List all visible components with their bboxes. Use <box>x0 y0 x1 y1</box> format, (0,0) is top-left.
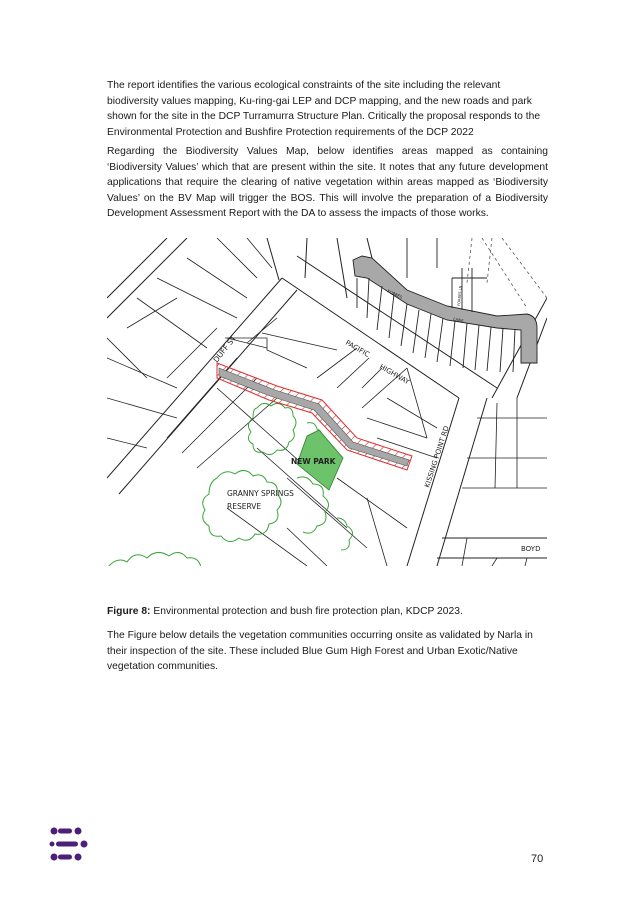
vegetation-paragraph: The Figure below details the vegetation communities occurring onsite as validated by Narla in their inspection of the site. These included Blue Gum High Forest and Urban Exotic/Native vegetation communities. <box>107 630 533 673</box>
site-plan-map <box>107 238 547 566</box>
kissing-point-label: KISSING POINT RD <box>423 425 451 489</box>
biodiversity-paragraph: Regarding the Biodiversity Values Map, below identifies areas mapped as containing ‘Biodiversity Values’ which that are present within the site. It notes that any future development applications that require the clearing of native vegetation within areas mapped as ‘Biodiversity Values’ on the BV Map will trigger the BOS. This will involve the preparation of a Biodiversity Development Assessment Report with the DA to assess the impacts of those works. <box>107 146 548 220</box>
forbes-ln-label: FORBES LN <box>457 285 463 307</box>
duff-st-label: DUFF ST <box>211 333 239 365</box>
new-park-label: NEW PARK <box>291 457 336 466</box>
pacific-label: PACIFIC <box>344 338 371 359</box>
figure-caption-text: Environmental protection and bush fire protection plan, KDCP 2023. <box>150 606 463 617</box>
company-logo-icon <box>48 826 92 864</box>
boyd-label: BOYD <box>521 545 541 553</box>
lane-label: LANE <box>452 316 465 324</box>
granny-springs-label: GRANNY SPRINGS <box>227 489 294 498</box>
reserve-label: RESERVE <box>227 502 262 511</box>
page-number: 70 <box>531 853 544 865</box>
figure-caption <box>107 604 548 620</box>
forbes-label: FORBES <box>386 288 404 300</box>
highway-label: HIGHWAY <box>378 362 411 387</box>
intro-paragraph: The report identifies the various ecological constraints of the site including the relevant biodiversity values mapping, Ku-ring-gai LEP and DCP mapping, and the new roads and park shown for the site in the DCP Turramurra Structure Plan. Critically the proposal responds to the Environmental Protection and Bushfire Protection requirements of the DCP 2022 <box>107 80 541 138</box>
figure-caption-label: Figure 8: <box>107 606 151 617</box>
